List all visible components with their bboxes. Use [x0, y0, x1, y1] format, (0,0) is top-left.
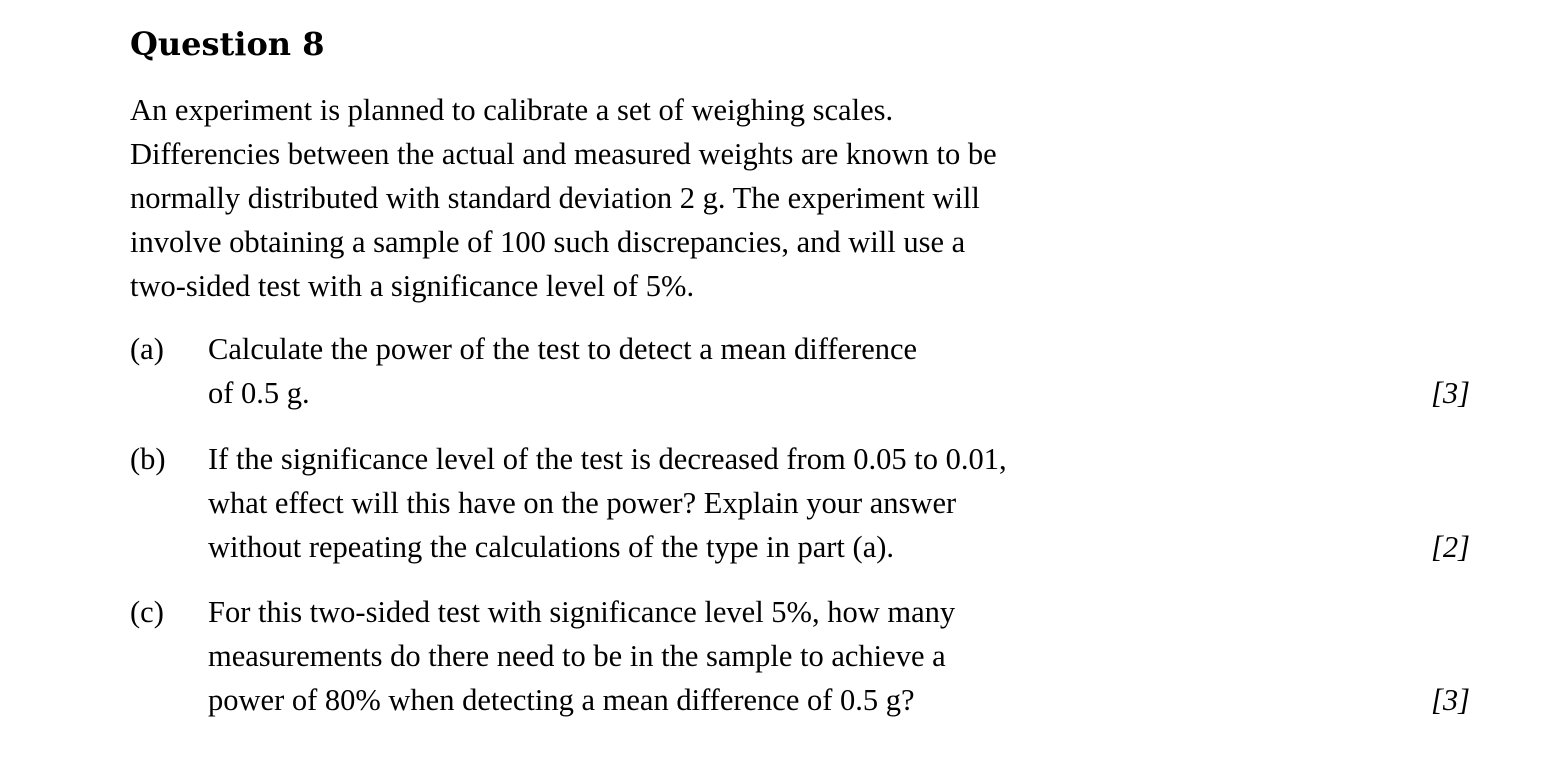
part-b-marks: [2]: [1431, 530, 1470, 564]
part-c-marks: [3]: [1431, 683, 1470, 717]
part-c-text: [208, 590, 1308, 722]
part-c-label: (c): [130, 595, 164, 629]
part-b: [130, 437, 1470, 569]
intro-line: involve obtaining a sample of 100 such discrepancies, and will use a: [130, 225, 966, 259]
part-c-line: power of 80% when detecting a mean difference of 0.5 g?: [208, 683, 915, 717]
part-b-text: [208, 437, 1308, 569]
intro-line: An experiment is planned to calibrate a set of weighing scales.: [130, 93, 894, 127]
intro-line: Differencies between the actual and measured weights are known to be: [130, 137, 997, 171]
part-b-line: without repeating the calculations of the type in part (a).: [208, 530, 895, 564]
intro-line: two-sided test with a significance level of 5%.: [130, 269, 695, 303]
intro-line: normally distributed with standard deviation 2 g. The experiment will: [130, 181, 980, 215]
question-title: Question 8: [130, 25, 325, 63]
part-a-text: [208, 327, 1308, 415]
part-a-label: (a): [130, 332, 164, 366]
part-a-marks: [3]: [1431, 376, 1470, 410]
part-c-line: measurements do there need to be in the sample to achieve a: [208, 639, 946, 673]
question-intro: [130, 88, 1270, 308]
part-c-line: For this two-sided test with significance level 5%, how many: [208, 595, 956, 629]
part-a: [130, 327, 1470, 415]
part-c: [130, 590, 1470, 722]
part-b-label: (b): [130, 442, 166, 476]
part-a-line: of 0.5 g.: [208, 376, 310, 410]
part-b-line: If the significance level of the test is decreased from 0.05 to 0.01,: [208, 442, 1007, 476]
part-a-line: Calculate the power of the test to detect a mean difference: [208, 332, 918, 366]
part-b-line: what effect will this have on the power? Explain your answer: [208, 486, 957, 520]
